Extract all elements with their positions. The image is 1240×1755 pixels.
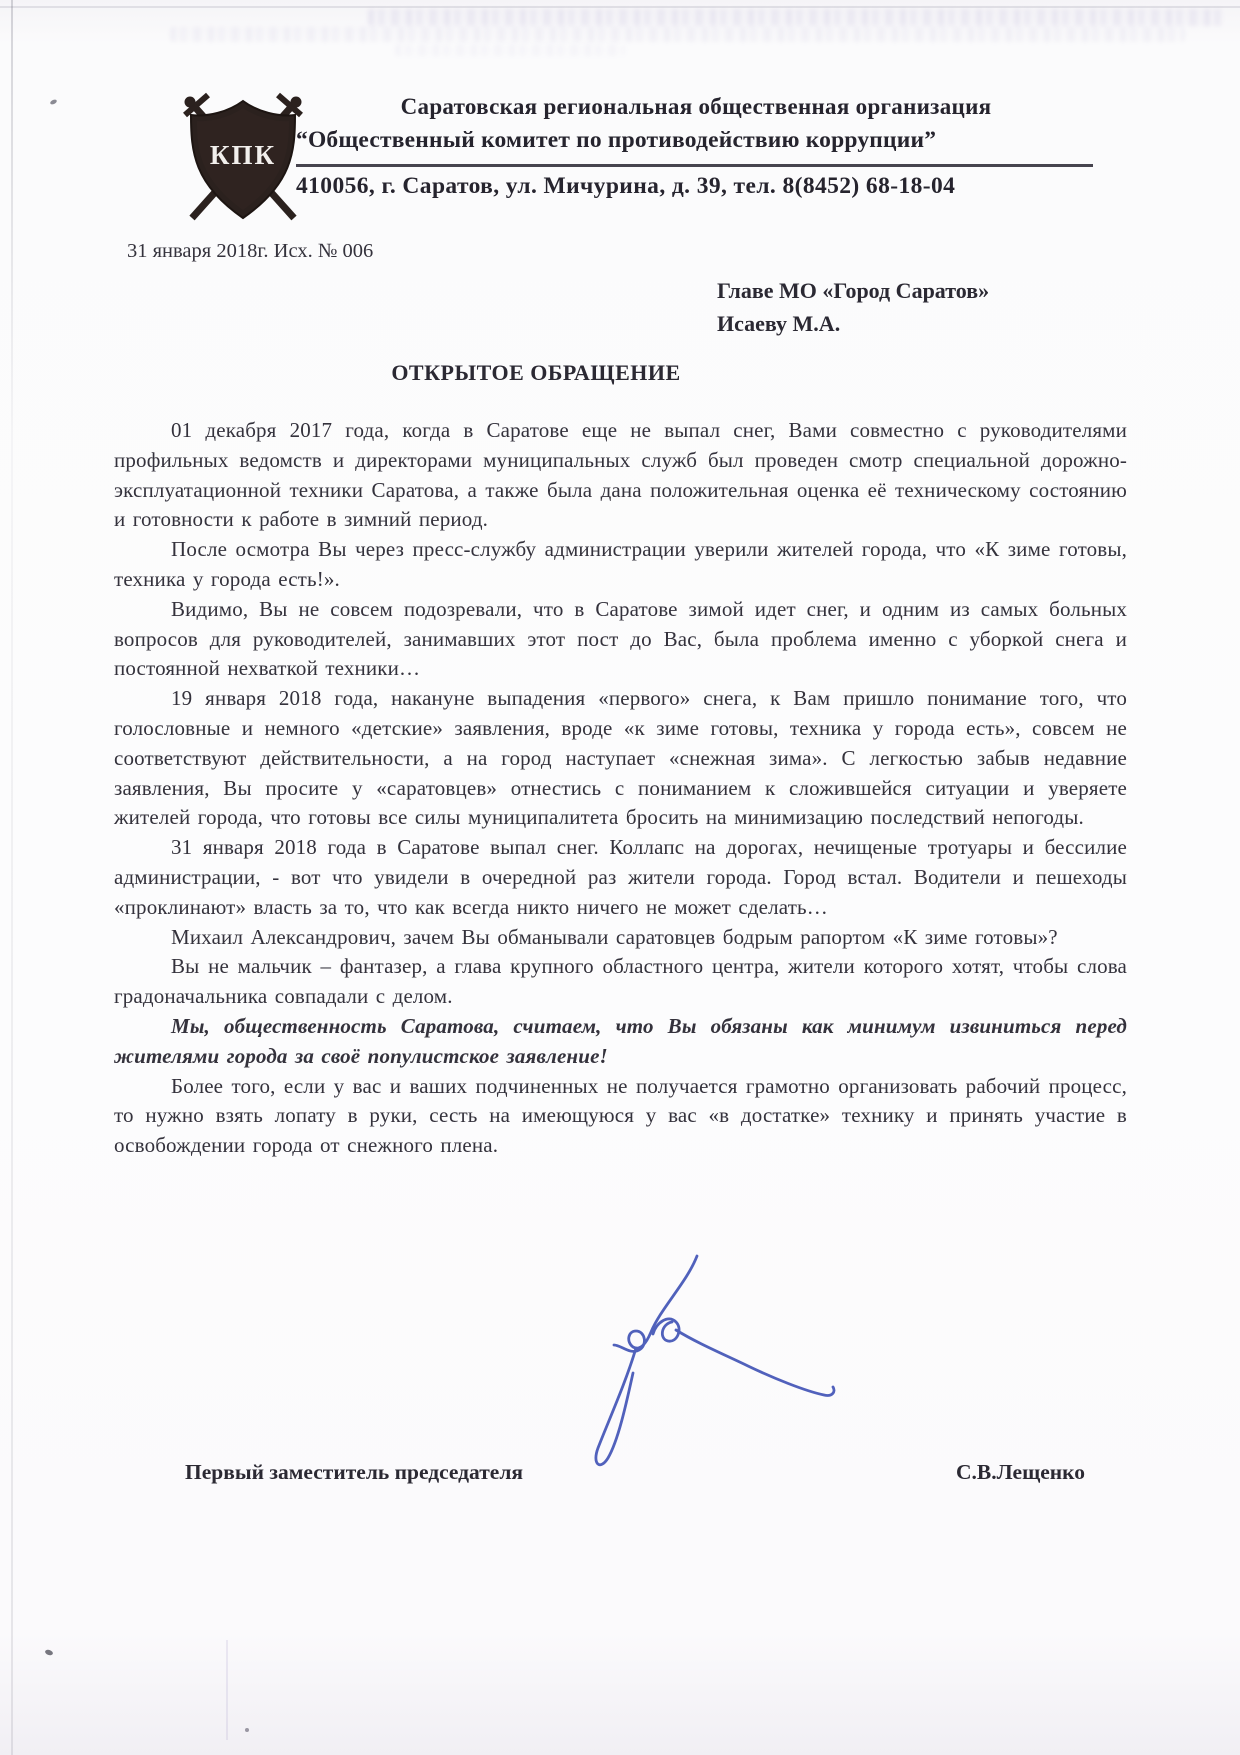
paragraph: Михаил Александрович, зачем Вы обманывали саратовцев бодрым рапортом «К зиме готовы»? [171, 924, 1058, 949]
signer-name: С.В.Лещенко [956, 1460, 1085, 1484]
paragraph: Видимо, Вы не совсем подозревали, что в Саратове зимой идет снег, и одним из самых больных вопросов для руководителей, занимавших этот пост до Вас, была проблема именно с уборкой снега и постоянной нехваткой техники… [114, 596, 1127, 681]
scan-speck [49, 99, 57, 106]
letter-body [114, 416, 1127, 1161]
addressee-line2: Исаеву М.А. [717, 311, 841, 336]
document-title: ОТКРЫТОЕ ОБРАЩЕНИЕ [391, 360, 681, 385]
ink-bleed-through-artifact [170, 27, 1185, 42]
paragraph: Вы не мальчик – фантазер, а глава крупного областного центра, жители которого хотят, чтобы слова градоначальника совпадали с делом. [114, 954, 1127, 1009]
paragraph: 31 января 2018 года в Саратове выпал снег. Коллапс на дорогах, нечищеные тротуары и бессилие администрации, - вот что увидели в очередной раз жители города. Город встал. Водители и пешеходы «проклинают» власть за то, что как всегда никто ничего не может сделать… [114, 835, 1127, 919]
scan-edge-left [11, 0, 13, 1755]
signer-position: Первый заместитель председателя [185, 1460, 524, 1484]
date-reference-line: 31 января 2018г. Исх. № 006 [127, 240, 374, 262]
paragraph: 01 декабря 2017 года, когда в Саратове еще не выпал снег, Вами совместно с руководителями профильных ведомств и директорами муниципальных служб был проведен смотр специальной дорожно-эксплуатационной техники Саратова, а также была дана положительная оценка её техническому состоянию и готовности к работе в зимний период. [114, 418, 1127, 532]
logo-monogram: КПК [209, 140, 277, 170]
letterhead [296, 94, 1096, 154]
handwritten-signature [535, 1252, 845, 1467]
scan-speck [245, 1728, 249, 1732]
paragraph: 19 января 2018 года, накануне выпадения «первого» снега, к Вам пришло понимание того, что голословные и немного «детские» заявления, вроде «к зиме готовы, техника у города есть», совсем не соответствуют действительности, а на город наступает «снежная зима». С легкостью забыв недавние заявления, Вы просите у «саратовцев» отнестись с пониманием к сложившейся ситуации и уверяете жителей города, что готовы все силы муниципалитета бросить на минимизацию последствий непогоды. [114, 686, 1127, 830]
ink-bleed-through-artifact [368, 9, 1223, 26]
addressee-block [717, 274, 989, 340]
scan-speck [44, 1649, 53, 1656]
org-address-line: 410056, г. Саратов, ул. Мичурина, д. 39, тел. 8(8452) 68-18-04 [296, 173, 956, 199]
scan-crease-line [226, 1640, 228, 1740]
scan-edge-top [0, 6, 1240, 8]
addressee-line1: Главе МО «Город Саратов» [717, 278, 990, 303]
paragraph: Более того, если у вас и ваших подчиненных не получается грамотно организовать рабочий процесс, то нужно взять лопату в руки, сесть на имеющуюся у вас «в достатке» технику и принять участие в освобождении города от снежного плена. [114, 1073, 1127, 1158]
letterhead-divider [296, 164, 1093, 167]
ink-bleed-through-artifact [395, 44, 625, 56]
paragraph: После осмотра Вы через пресс-службу администрации уверили жителей города, что «К зиме готовы, техника у города есть!». [114, 537, 1127, 591]
paragraph-emphasis: Мы, общественность Саратова, считаем, что Вы обязаны как минимум извиниться перед жителями города за своё популистское заявление! [114, 1013, 1127, 1068]
org-name-line2: “Общественный комитет по противодействию коррупции” [296, 127, 937, 153]
org-name-line1: Саратовская региональная общественная организация [400, 94, 992, 119]
